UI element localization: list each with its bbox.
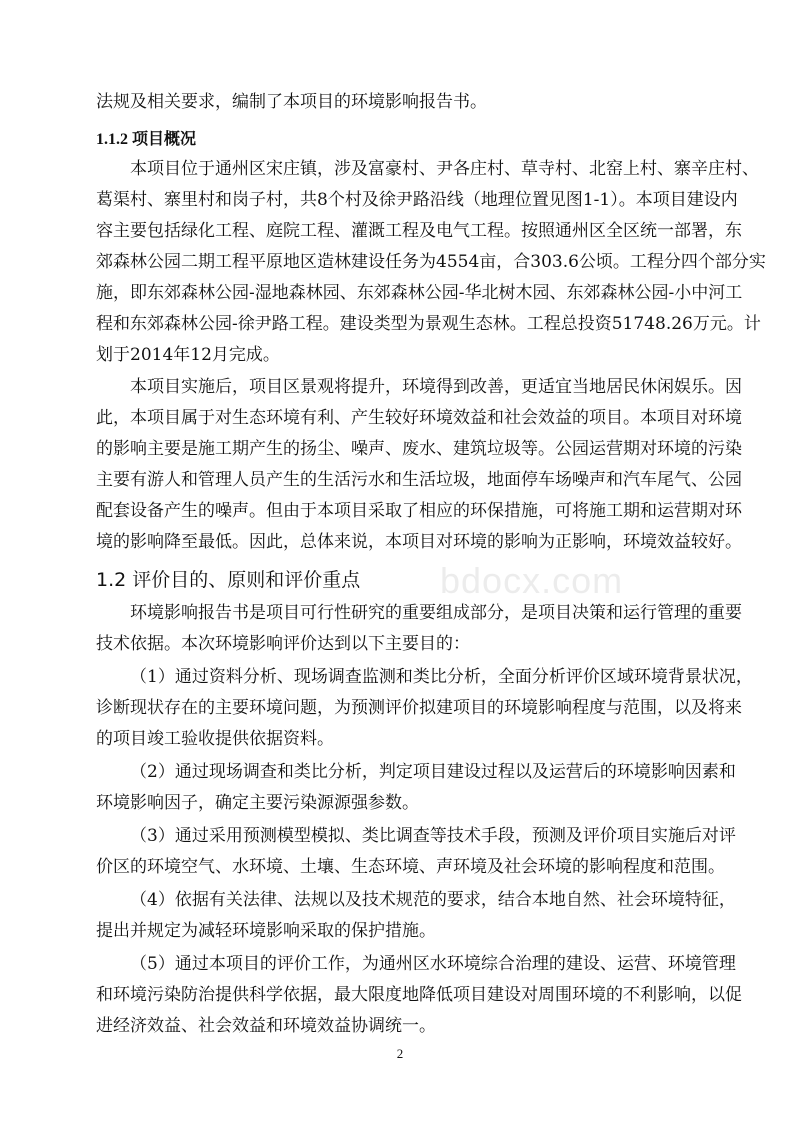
section-heading-1-2: 1.2 评价目的、原则和评价重点 — [96, 569, 361, 591]
section-heading-1-1-2: 1.1.2 项目概况 — [96, 131, 197, 148]
paragraph-line: 程和东郊森林公园-徐尹路工程。建设类型为景观生态林。工程总投资51748.26万元。计 — [96, 314, 761, 334]
paragraph-line: 主要有游人和管理人员产生的生活污水和生活垃圾，地面停车场噪声和汽车尾气、公园 — [96, 470, 742, 490]
list-item-line: （5）通过本项目的评价工作，为通州区水环境综合治理的建设、运营、环境管理 — [130, 954, 736, 974]
list-item-line: 环境影响因子，确定主要污染源源强参数。 — [96, 793, 419, 813]
list-item-line: 诊断现状存在的主要环境问题，为预测评价拟建项目的环境影响程度与范围，以及将来 — [96, 698, 742, 718]
paragraph-line: 本项目实施后，项目区景观将提升，环境得到改善，更适宜当地居民休闲娱乐。因 — [130, 377, 742, 397]
list-item-line: 价区的环境空气、水环境、土壤、生态环境、声环境及社会环境的影响程度和范围。 — [96, 857, 725, 877]
paragraph-line: 配套设备产生的噪声。但由于本项目采取了相应的环保措施，可将施工期和运营期对环 — [96, 501, 742, 521]
paragraph-line: 郊森林公园二期工程平原地区造林建设任务为4554亩，合303.6公顷。工程分四个部分实 — [96, 252, 766, 272]
list-item-line: （1）通过资料分析、现场调查监测和类比分析，全面分析评价区域环境背景状况， — [130, 667, 753, 687]
intro-line: 法规及相关要求，编制了本项目的环境影响报告书。 — [96, 92, 487, 112]
paragraph-line: 葛渠村、寨里村和岗子村，共8个村及徐尹路沿线（地理位置见图1-1）。本项目建设内 — [96, 190, 738, 210]
paragraph-line: 环境影响报告书是项目可行性研究的重要组成部分，是项目决策和运行管理的重要 — [130, 603, 742, 623]
paragraph-line: 施，即东郊森林公园-湿地森林园、东郊森林公园-华北树木园、东郊森林公园-小中河工 — [96, 283, 743, 303]
list-item-line: 进经济效益、社会效益和环境效益协调统一。 — [96, 1016, 436, 1036]
watermark: bdocx.com — [440, 560, 624, 601]
paragraph-line: 容主要包括绿化工程、庭院工程、灌溉工程及电气工程。按照通州区全区统一部署，东 — [96, 221, 742, 241]
list-item-line: （2）通过现场调查和类比分析，判定项目建设过程以及运营后的环境影响因素和 — [130, 762, 736, 782]
page-number: 2 — [396, 1046, 404, 1061]
paragraph-line: 此，本项目属于对生态环境有利、产生较好环境效益和社会效益的项目。本项目对环境 — [96, 408, 742, 428]
list-item-line: （3）通过采用预测模型模拟、类比调查等技术手段，预测及评价项目实施后对评 — [130, 826, 736, 846]
list-item-line: 提出并规定为减轻环境影响采取的保护措施。 — [96, 921, 436, 941]
list-item-line: 的项目竣工验收提供依据资料。 — [96, 729, 334, 749]
list-item-line: （4）依据有关法律、法规以及技术规范的要求，结合本地自然、社会环境特征， — [130, 890, 736, 910]
paragraph-line: 技术依据。本次环境影响评价达到以下主要目的： — [96, 634, 470, 654]
paragraph-line: 的影响主要是施工期产生的扬尘、噪声、废水、建筑垃圾等。公园运营期对环境的污染 — [96, 439, 742, 459]
paragraph-line: 境的影响降至最低。因此，总体来说，本项目对环境的影响为正影响，环境效益较好。 — [96, 532, 742, 552]
paragraph-line: 本项目位于通州区宋庄镇，涉及富豪村、尹各庄村、草寺村、北窑上村、寨辛庄村、 — [130, 159, 759, 179]
paragraph-line: 划于2014年12月完成。 — [96, 345, 280, 365]
list-item-line: 和环境污染防治提供科学依据，最大限度地降低项目建设对周围环境的不利影响，以促 — [96, 985, 742, 1005]
